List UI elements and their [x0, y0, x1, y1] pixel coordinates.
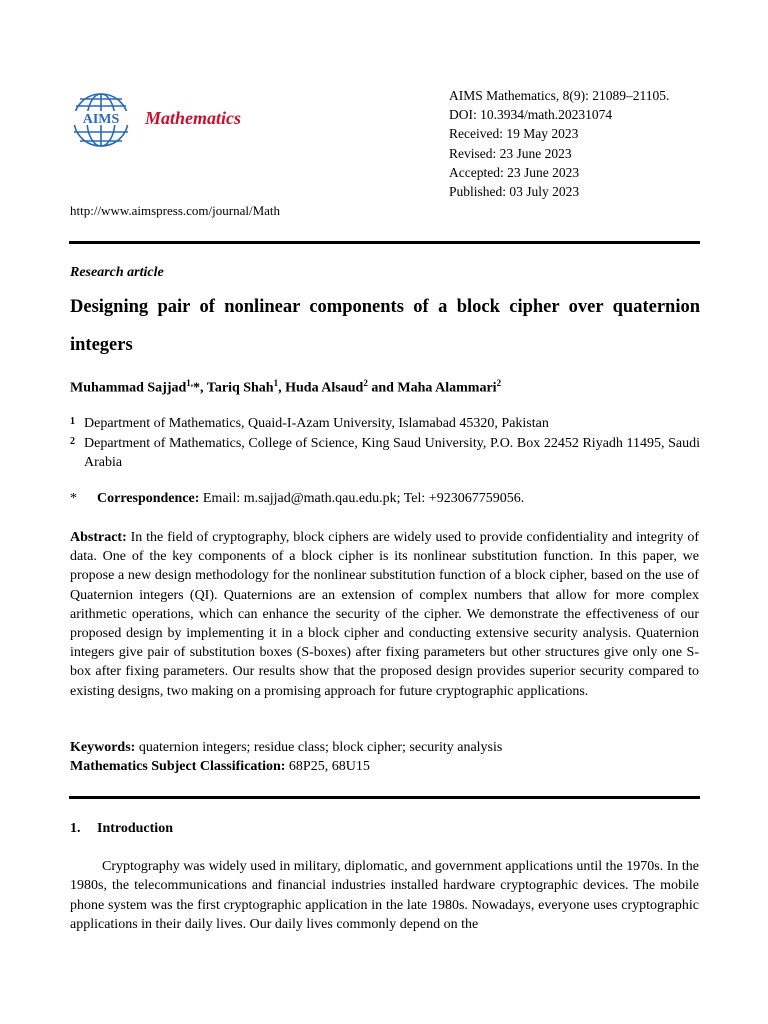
affiliation-2: [70, 434, 700, 473]
author-list: [70, 378, 501, 397]
correspondence-star: *: [70, 491, 77, 506]
author-affiliation-mark: 1,: [186, 378, 194, 388]
abstract-text: In the field of cryptography, block ciphers are widely used to provide confidentiality and integrity of data. One of the key components of a block cipher is its nonlinear substitution function. In this paper, we propose a new design methodology for the nonlinear substitution function of a block cipher, based on the use of Quaternion integers (QI). Quaternions are an extension of complex numbers that allow for more complex arithmetic operations, which can enhance the security of the cipher. We demonstrate the effectiveness of our proposed design by implementing it in a block cipher and conducting extensive security analysis. Quaternion integers give pair of substitution boxes (S-boxes) after fixing parameters but other structures give only one S-box after fixing parameters. Our results show that the proposed design provides superior security compared to existing designs, two making on a promising approach for future cryptographic applications.: [70, 530, 699, 699]
aims-logo: [70, 92, 132, 148]
intro-paragraph: Cryptography was widely used in military, diplomatic, and government applications until the 1970s. In the 1980s, the telecommunications and financial industries installed hardware cryptographic devices. The mobile phone system was the first cryptographic application in the late 1980s. Nowadays, everyone uses cryptographic applications in their daily lives. Our daily lives commonly depend on the: [70, 859, 699, 933]
correspondence-text[interactable]: Email: m.sajjad@math.qau.edu.pk; Tel: +923067759056.: [199, 491, 525, 506]
abstract: [70, 528, 699, 701]
section-heading: [70, 821, 173, 837]
keywords: [70, 738, 699, 757]
author-name: Muhammad Sajjad: [70, 380, 187, 396]
revised-date: Revised: 23 June 2023: [449, 145, 572, 161]
affiliation-number: 1: [70, 416, 75, 427]
author-affiliation-mark: 2: [363, 378, 368, 388]
affiliation-text: Department of Mathematics, College of Science, King Saud University, P.O. Box 22452 Riyadh 11495, Saudi Arabia: [84, 436, 700, 471]
globe-icon: [70, 92, 132, 148]
section-title: Introduction: [97, 821, 173, 836]
journal-url[interactable]: http://www.aimspress.com/journal/Math: [70, 203, 281, 218]
abstract-label: Abstract:: [70, 530, 127, 545]
abstract-divider: [69, 796, 700, 799]
author-separator: ,: [200, 380, 207, 396]
author-name: Maha Alammari: [397, 380, 497, 396]
affiliation-number: 2: [70, 436, 75, 447]
journal-name[interactable]: Mathematics: [145, 108, 242, 128]
header-divider: [69, 241, 700, 244]
logo-text: AIMS: [82, 112, 120, 127]
keywords-label: Keywords:: [70, 740, 136, 755]
doi[interactable]: DOI: 10.3934/math.20231074: [449, 107, 613, 123]
citation: AIMS Mathematics, 8(9): 21089–21105.: [449, 88, 670, 103]
article-metadata: [449, 86, 669, 201]
author-affiliation-mark: 2: [496, 378, 502, 388]
received-date: Received: 19 May 2023: [449, 126, 579, 142]
author-name: Tariq Shah: [206, 380, 274, 396]
subject-classification: [70, 757, 699, 776]
msc-label: Mathematics Subject Classification:: [70, 759, 286, 774]
published-date: Published: 03 July 2023: [449, 184, 580, 200]
affiliation-1: [70, 414, 700, 433]
section-number: 1.: [70, 821, 81, 836]
correspondence: [70, 491, 524, 507]
article-type: Research article: [70, 265, 164, 280]
author-separator: and: [367, 380, 398, 396]
correspondence-label: Correspondence:: [97, 491, 200, 506]
affiliation-text: Department of Mathematics, Quaid-I-Azam University, Islamabad 45320, Pakistan: [84, 416, 549, 431]
msc-text: 68P25, 68U15: [285, 759, 370, 774]
keywords-text: quaternion integers; residue class; block cipher; security analysis: [135, 740, 503, 755]
author-affiliation-mark: 1: [273, 378, 279, 388]
accepted-date: Accepted: 23 June 2023: [449, 164, 580, 180]
author-separator: ,: [278, 380, 286, 396]
author-name: Huda Alsaud: [285, 380, 364, 396]
paper-title: Designing pair of nonlinear components of a block cipher over quaternion integers: [70, 297, 700, 355]
corresponding-author-mark: *: [193, 380, 201, 396]
